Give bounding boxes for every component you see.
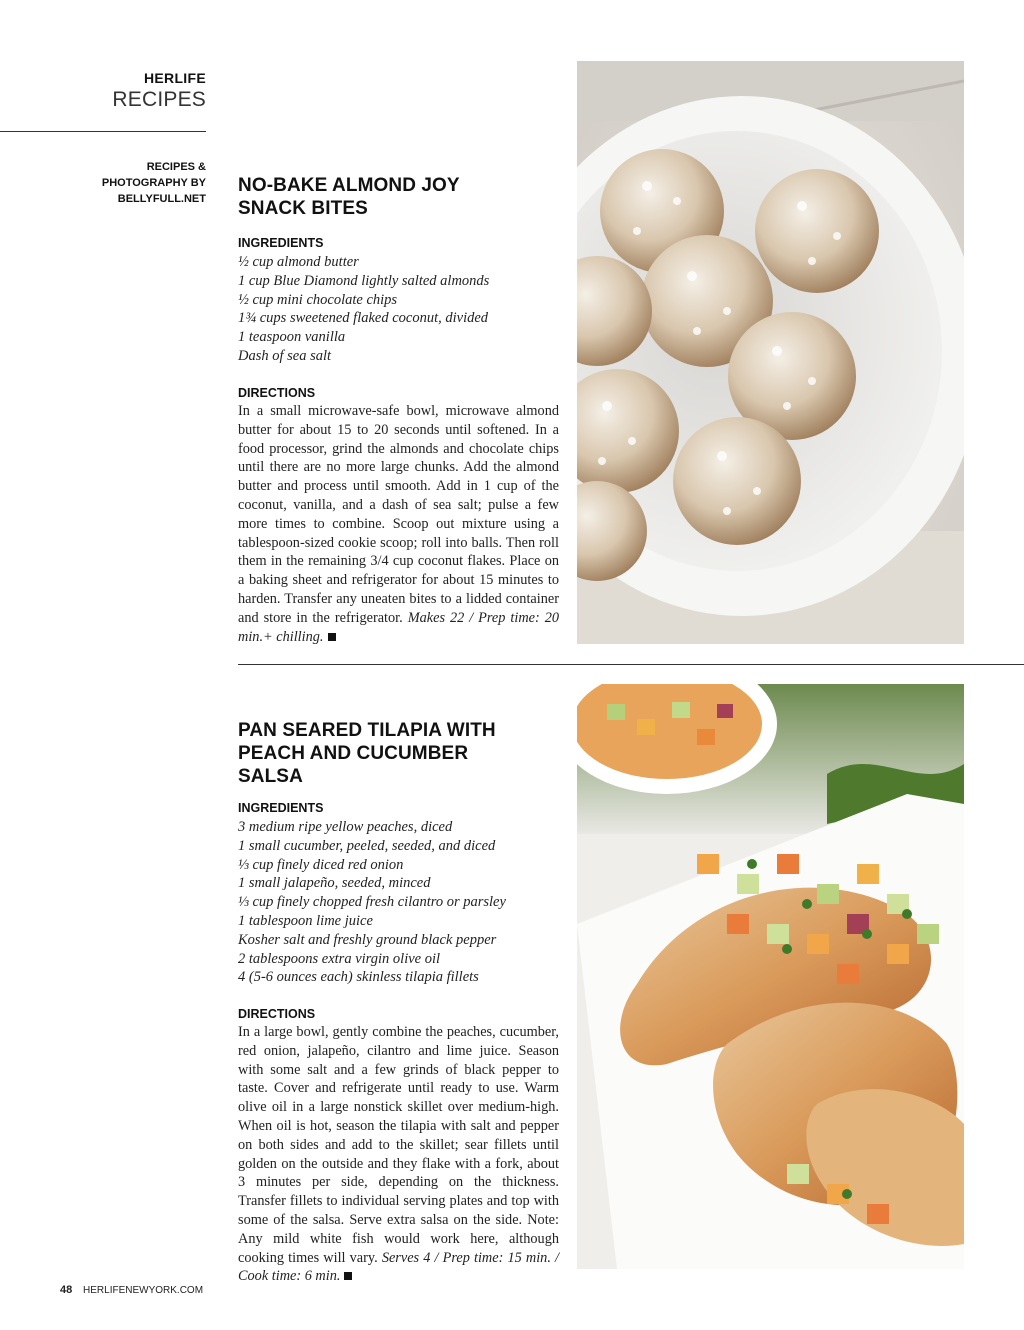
website-url: HERLIFENEWYORK.COM	[83, 1285, 204, 1296]
recipe-yield: Serves 4 / Prep time: 15 min. / Cook time: 6 min.	[238, 1249, 559, 1285]
recipe-2-ingredients-list	[238, 818, 568, 987]
directions-text: In a small microwave-safe bowl, microwave almond butter for about 15 to 20 seconds until softened. In a food processor, grind the almonds and chocolate chips until there are no more large chunks. Add the almond butter and process until smooth. Add in 1 cup of the coconut, vanilla, and a dash of sea salt; pulse a few more times to combine. Scoop out mixture using a tablespoon-sized cookie scoop; roll into balls. Then roll them in the remaining 3/4 cup coconut flakes. Place on a baking sheet and refrigerator for about 15 minutes to harden. Transfer any uneaten bites to a lidded container and store in the refrigerator.	[238, 403, 559, 626]
recipe-1-ingredients-heading: INGREDIENTS	[238, 236, 324, 250]
recipe-1-ingredients-list	[238, 253, 568, 366]
ingredient-item: 2 tablespoons extra virgin olive oil	[238, 950, 441, 967]
title-line: PEACH AND CUCUMBER	[238, 743, 469, 764]
title-line: SNACK BITES	[238, 198, 368, 219]
recipe-1-directions-heading: DIRECTIONS	[238, 386, 316, 400]
recipe-1-photo	[577, 61, 964, 644]
tilapia-salsa-image	[577, 684, 964, 1269]
recipe-2-directions-heading: DIRECTIONS	[238, 1007, 316, 1021]
ingredient-item: Kosher salt and freshly ground black pepper	[238, 931, 497, 948]
page-footer	[60, 1284, 203, 1296]
ingredient-item: ½ cup mini chocolate chips	[238, 291, 398, 308]
photo-credit	[60, 159, 206, 207]
end-mark-icon	[328, 633, 336, 641]
ingredient-item: 1¾ cups sweetened flaked coconut, divided	[238, 310, 489, 327]
directions-text: In a large bowl, gently combine the peaches, cucumber, red onion, jalapeño, cilantro and lime juice. Season with some salt and a few grinds of black pepper to taste. Cover and refrigerate until ready to use. Warm olive oil in a large nonstick skillet over medium-high. When oil is hot, season the tilapia with salt and pepper on both sides and add to the skillet; sear fillets until golden on the outside and they flake with a fork, about 3 minutes per side, depending on the thickness. Transfer fillets to individual serving plates and top with some of the salsa. Serve extra salsa on the side. Note: Any mild white fish would work here, although cooking times will vary.	[238, 1024, 559, 1266]
ingredient-item: 1 cup Blue Diamond lightly salted almonds	[238, 272, 490, 289]
ingredient-item: 1 tablespoon lime juice	[238, 912, 373, 929]
ingredient-item: 3 medium ripe yellow peaches, diced	[238, 819, 453, 835]
recipe-1-directions	[238, 402, 559, 646]
ingredient-item: 1 teaspoon vanilla	[238, 329, 346, 346]
ingredient-item: 4 (5-6 ounces each) skinless tilapia fillets	[238, 969, 479, 986]
recipe-2-ingredients-heading: INGREDIENTS	[238, 801, 324, 815]
recipe-2-directions	[238, 1023, 559, 1286]
credit-line: PHOTOGRAPHY BY	[101, 177, 206, 189]
ingredient-item: ⅓ cup finely diced red onion	[238, 856, 404, 873]
coconut-balls-image	[577, 61, 964, 644]
ingredient-item: ⅓ cup finely chopped fresh cilantro or parsley	[238, 894, 506, 911]
credit-line: RECIPES &	[146, 161, 206, 173]
section-name: RECIPES	[112, 88, 206, 111]
recipe-2-photo	[577, 684, 964, 1269]
title-line: PAN SEARED TILAPIA WITH	[238, 720, 496, 741]
ingredient-item: 1 small cucumber, peeled, seeded, and diced	[238, 837, 496, 854]
ingredient-item: ½ cup almond butter	[238, 254, 359, 270]
recipe-divider	[238, 664, 1024, 665]
title-line: SALSA	[238, 766, 303, 787]
magazine-brand: HERLIFE	[144, 70, 206, 86]
ingredient-item: Dash of sea salt	[238, 347, 332, 364]
title-line: NO-BAKE ALMOND JOY	[238, 175, 460, 196]
page-number: 48	[60, 1284, 73, 1296]
ingredient-item: 1 small jalapeño, seeded, minced	[238, 875, 431, 892]
recipe-2-title	[238, 719, 558, 788]
recipe-1-title	[238, 174, 558, 220]
end-mark-icon	[344, 1272, 352, 1280]
recipe-yield: Makes 22 / Prep time: 20 min.+ chilling.	[238, 609, 560, 645]
credit-line: BELLYFULL.NET	[117, 193, 206, 205]
header-divider	[0, 131, 206, 132]
